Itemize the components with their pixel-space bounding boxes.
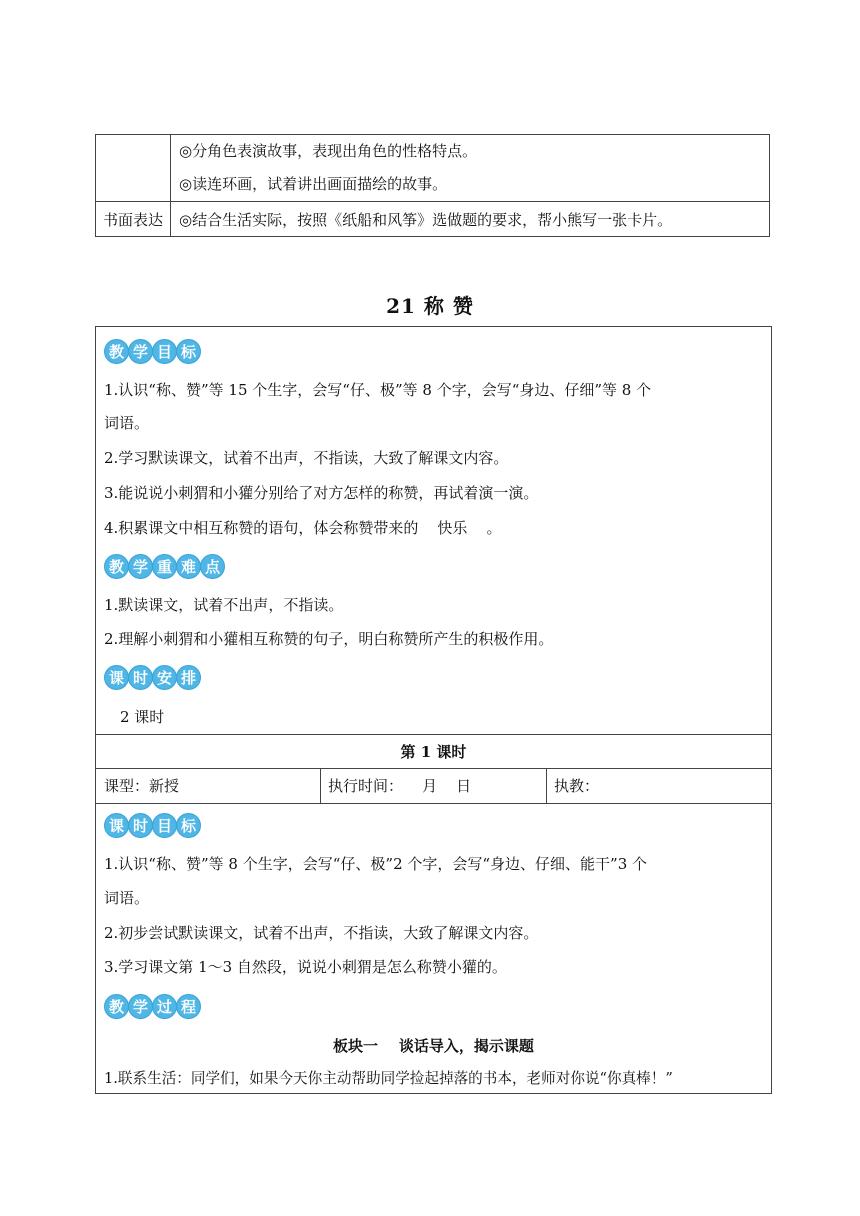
period-goal-line: 2.初步尝试默读课文，试着不出声，不指读，大致了解课文内容。 [104,924,539,942]
period-goal-line: 词语。 [104,889,150,907]
activity-line: ◎读连环画，试着讲出画面描绘的故事。 [179,175,448,193]
period-title: 第 1 课时 [400,743,467,761]
info-divider [320,768,321,803]
top-table [95,134,770,237]
divider [96,803,771,804]
empty-label-cell [96,135,171,202]
period-goals-badge: 课 时 目 标 [104,813,200,838]
goal-line: 词语。 [104,414,150,432]
lesson-plan-box [95,326,772,1094]
info-divider [546,768,547,803]
period-goal-line: 3.学习课文第 1～3 自然段，说说小刺猬是怎么称赞小獾的。 [104,958,507,976]
process-badge: 教 学 过 程 [104,994,200,1019]
lesson-type: 课型：新授 [104,777,180,795]
execution-time: 执行时间： 月 日 [328,777,472,795]
process-line: 1.联系生活：同学们，如果今天你主动帮助同学捡起掉落的书本，老师对你说“你真棒！” [104,1070,673,1087]
schedule-text: 2 课时 [120,708,165,726]
block-title: 板块一 谈话导入，揭示课题 [333,1037,534,1055]
key-point-line: 1.默读课文，试着不出声，不指读。 [104,596,344,614]
divider [96,768,771,769]
key-point-line: 2.理解小刺猬和小獾相互称赞的句子，明白称赞所产生的积极作用。 [104,630,554,648]
oral-activity-cell [171,135,770,202]
written-label: 书面表达 [96,202,171,237]
goal-line: 1.认识“称、赞”等 15 个生字，会写“仔、极”等 8 个字，会写“身边、仔细”等 8 个 [104,381,652,399]
lesson-title: 21 称 赞 [386,294,474,318]
teacher: 执教： [554,777,600,795]
goal-line: 2.学习默读课文，试着不出声，不指读，大致了解课文内容。 [104,449,509,467]
schedule-badge: 课 时 安 排 [104,665,200,690]
key-points-badge: 教 学 重 难 点 [104,554,224,579]
written-text: ◎结合生活实际，按照《纸船和风筝》选做题的要求，帮小熊写一张卡片。 [171,202,770,237]
divider [96,734,771,735]
goals-badge: 教 学 目 标 [104,339,200,364]
period-goal-line: 1.认识“称、赞”等 8 个生字，会写“仔、极”2 个字，会写“身边、仔细、能干”3 个 [104,855,648,873]
activity-line: ◎分角色表演故事，表现出角色的性格特点。 [179,142,478,160]
goal-line: 4.积累课文中相互称赞的语句，体会称赞带来的 快乐 。 [104,519,502,537]
goal-line: 3.能说说小刺猬和小獾分别给了对方怎样的称赞，再试着演一演。 [104,484,539,502]
